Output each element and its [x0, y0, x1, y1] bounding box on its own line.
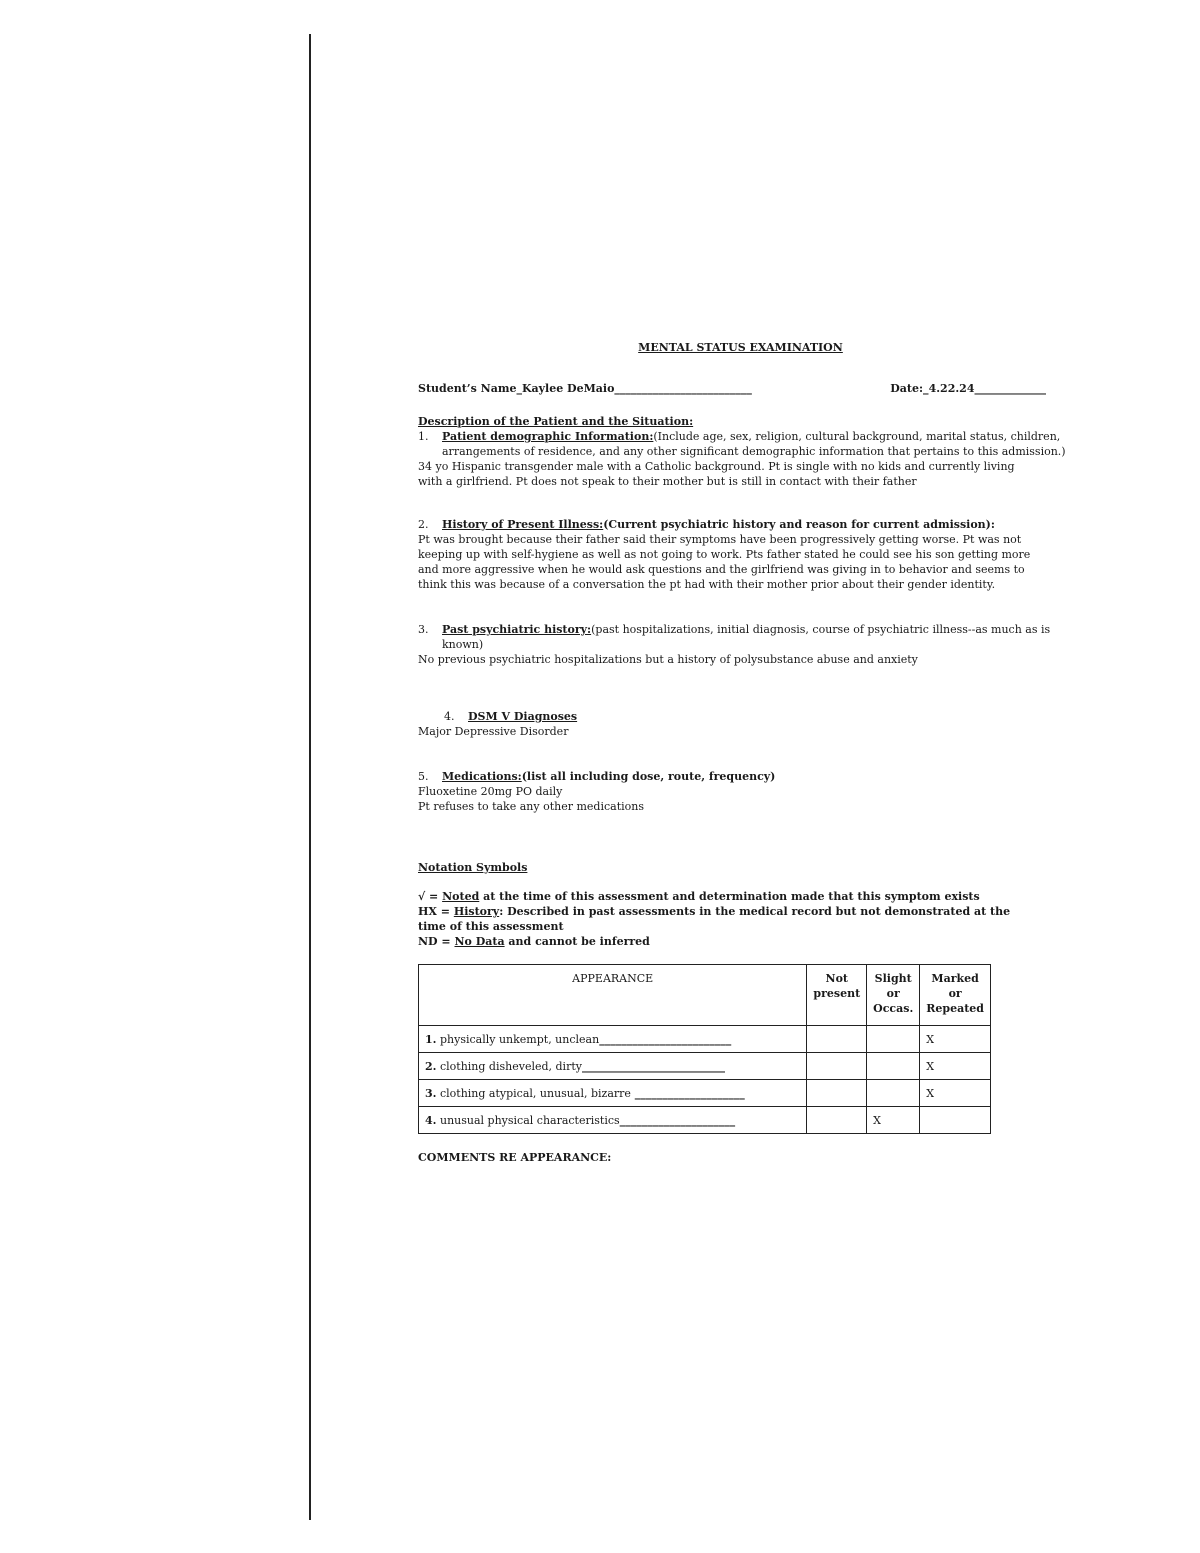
row-label: physically unkempt, unclean	[439, 1032, 600, 1046]
table-cell-item	[419, 1026, 807, 1053]
row-label: clothing atypical, unusual, bizarre	[439, 1086, 631, 1100]
table-cell-slight[interactable]: X	[867, 1107, 920, 1134]
table-cell-item	[419, 1053, 807, 1080]
table-cell-slight[interactable]	[867, 1026, 920, 1053]
table-row	[419, 1107, 991, 1134]
table-header: APPEARANCE	[419, 965, 807, 1026]
medication-line: Pt refuses to take any other medications	[418, 800, 644, 813]
date-line: _____________	[974, 382, 1046, 395]
table-cell-item	[419, 1080, 807, 1107]
notation-word: No Data	[454, 935, 505, 948]
table-row	[419, 1026, 991, 1053]
row-label: clothing disheveled, dirty	[439, 1059, 582, 1073]
section-1-heading	[418, 429, 1068, 444]
student-name-field	[418, 381, 752, 396]
table-header-row	[419, 965, 991, 1026]
section-3-answer: No previous psychiatric hospitalizations but a history of polysubstance abuse and anxiety	[418, 653, 918, 666]
section-4-answer: Major Depressive Disorder	[418, 725, 569, 738]
row-line: ________________________	[599, 1032, 732, 1046]
section-instructions-continued: arrangements of residence, and any other significant demographic information that pertains to this admission.)	[442, 445, 1066, 458]
medication-line: Fluoxetine 20mg PO daily	[418, 785, 563, 798]
section-title: DSM V Diagnoses	[468, 710, 578, 723]
date-value: 4.22.24	[928, 382, 975, 395]
document-page	[418, 340, 1068, 1165]
section-title: History of Present Illness:	[442, 518, 604, 531]
table-cell-marked[interactable]	[920, 1107, 991, 1134]
notation-noted	[418, 889, 1038, 904]
table-cell-not-present[interactable]	[807, 1107, 867, 1134]
student-name-label: Student’s Name_	[418, 382, 522, 395]
section-instructions: (Current psychiatric history and reason for current admission):	[603, 518, 995, 531]
section-2-heading	[418, 517, 1068, 532]
section-number: 3.	[418, 623, 429, 636]
table-header: Not present	[807, 965, 867, 1026]
date-label: Date:_	[890, 382, 929, 395]
section-title: Past psychiatric history:	[442, 623, 592, 636]
table-header: Slight or Occas.	[867, 965, 920, 1026]
row-line: __________________________	[581, 1059, 725, 1073]
row-number: 3.	[425, 1086, 437, 1100]
section-number: 5.	[418, 770, 429, 783]
notation-heading: Notation Symbols	[418, 861, 528, 874]
table-row	[419, 1053, 991, 1080]
row-number: 4.	[425, 1113, 437, 1127]
margin-rule	[309, 34, 311, 1520]
notation-text: at the time of this assessment and determination made that this symptom exists	[479, 890, 980, 903]
notation-symbol: HX =	[418, 905, 454, 918]
header-fields	[418, 381, 1068, 396]
table-cell-not-present[interactable]	[807, 1080, 867, 1107]
section-past-psychiatric	[418, 622, 1068, 667]
notation-text: : Described in past assessments in the medical record but not demonstrated at the time of this assessment	[418, 905, 1011, 933]
section-instructions: (Include age, sex, religion, cultural background, marital status, children,	[653, 430, 1061, 443]
section-1-answer: 34 yo Hispanic transgender male with a Catholic background. Pt is single with no kids and currently living with a girlfriend. Pt does not speak to their mother but is still in contact with their father	[418, 460, 1015, 488]
section-number: 4.	[444, 710, 455, 723]
notation-word: History	[453, 905, 500, 918]
notation-symbol: ND =	[418, 935, 455, 948]
table-cell-marked[interactable]: X	[920, 1080, 991, 1107]
table-cell-marked[interactable]: X	[920, 1026, 991, 1053]
row-line: _____________________	[619, 1113, 736, 1127]
section-3-heading	[418, 622, 1068, 652]
section-present-illness	[418, 517, 1068, 592]
section-number: 1.	[418, 430, 429, 443]
section-4-heading	[418, 709, 1068, 724]
section-title: Patient demographic Information:	[442, 430, 654, 443]
row-number: 2.	[425, 1059, 437, 1073]
appearance-table	[418, 964, 991, 1134]
section-instructions: (past hospitalizations, initial diagnosis, course of psychiatric illness--as much as is known)	[442, 623, 1051, 651]
table-cell-slight[interactable]	[867, 1053, 920, 1080]
section-dsm	[418, 709, 1068, 739]
page-title: MENTAL STATUS EXAMINATION	[638, 341, 843, 354]
notation-no-data	[418, 934, 1038, 949]
notation-text: and cannot be inferred	[504, 935, 650, 948]
table-header: Marked or Repeated	[920, 965, 991, 1026]
table-cell-not-present[interactable]	[807, 1026, 867, 1053]
section-2-answer: Pt was brought because their father said their symptoms have been progressively getting worse. Pt was not keeping up with self-hygiene as well as not going to work. Pts father stated he could see his son getting more and more aggressive when he would ask questions and the girlfriend was giving in to behavior and seems to think this was because of a conversation the pt had with their mother prior about their gender identity.	[418, 533, 1031, 591]
notation-word: Noted	[442, 890, 480, 903]
section-number: 2.	[418, 518, 429, 531]
student-name-line: _________________________	[614, 382, 752, 395]
notation-history	[418, 904, 1038, 934]
section-medications	[418, 769, 1068, 814]
table-cell-slight[interactable]	[867, 1080, 920, 1107]
section-instructions: (list all including dose, route, frequency)	[521, 770, 776, 783]
section-5-heading	[418, 769, 1068, 784]
comments-label: COMMENTS RE APPEARANCE:	[418, 1151, 612, 1164]
section-demographics	[418, 429, 1068, 489]
description-heading: Description of the Patient and the Situation:	[418, 415, 694, 428]
table-cell-marked[interactable]: X	[920, 1053, 991, 1080]
row-label: unusual physical characteristics	[439, 1113, 620, 1127]
student-name-value: Kaylee DeMaio	[521, 382, 615, 395]
date-field	[890, 381, 1046, 396]
table-cell-item	[419, 1107, 807, 1134]
row-line: ____________________	[630, 1086, 745, 1100]
table-cell-not-present[interactable]	[807, 1053, 867, 1080]
section-title: Medications:	[442, 770, 522, 783]
notation-legend	[418, 889, 1038, 949]
table-row	[419, 1080, 991, 1107]
notation-symbol: √ =	[418, 890, 443, 903]
row-number: 1.	[425, 1032, 437, 1046]
